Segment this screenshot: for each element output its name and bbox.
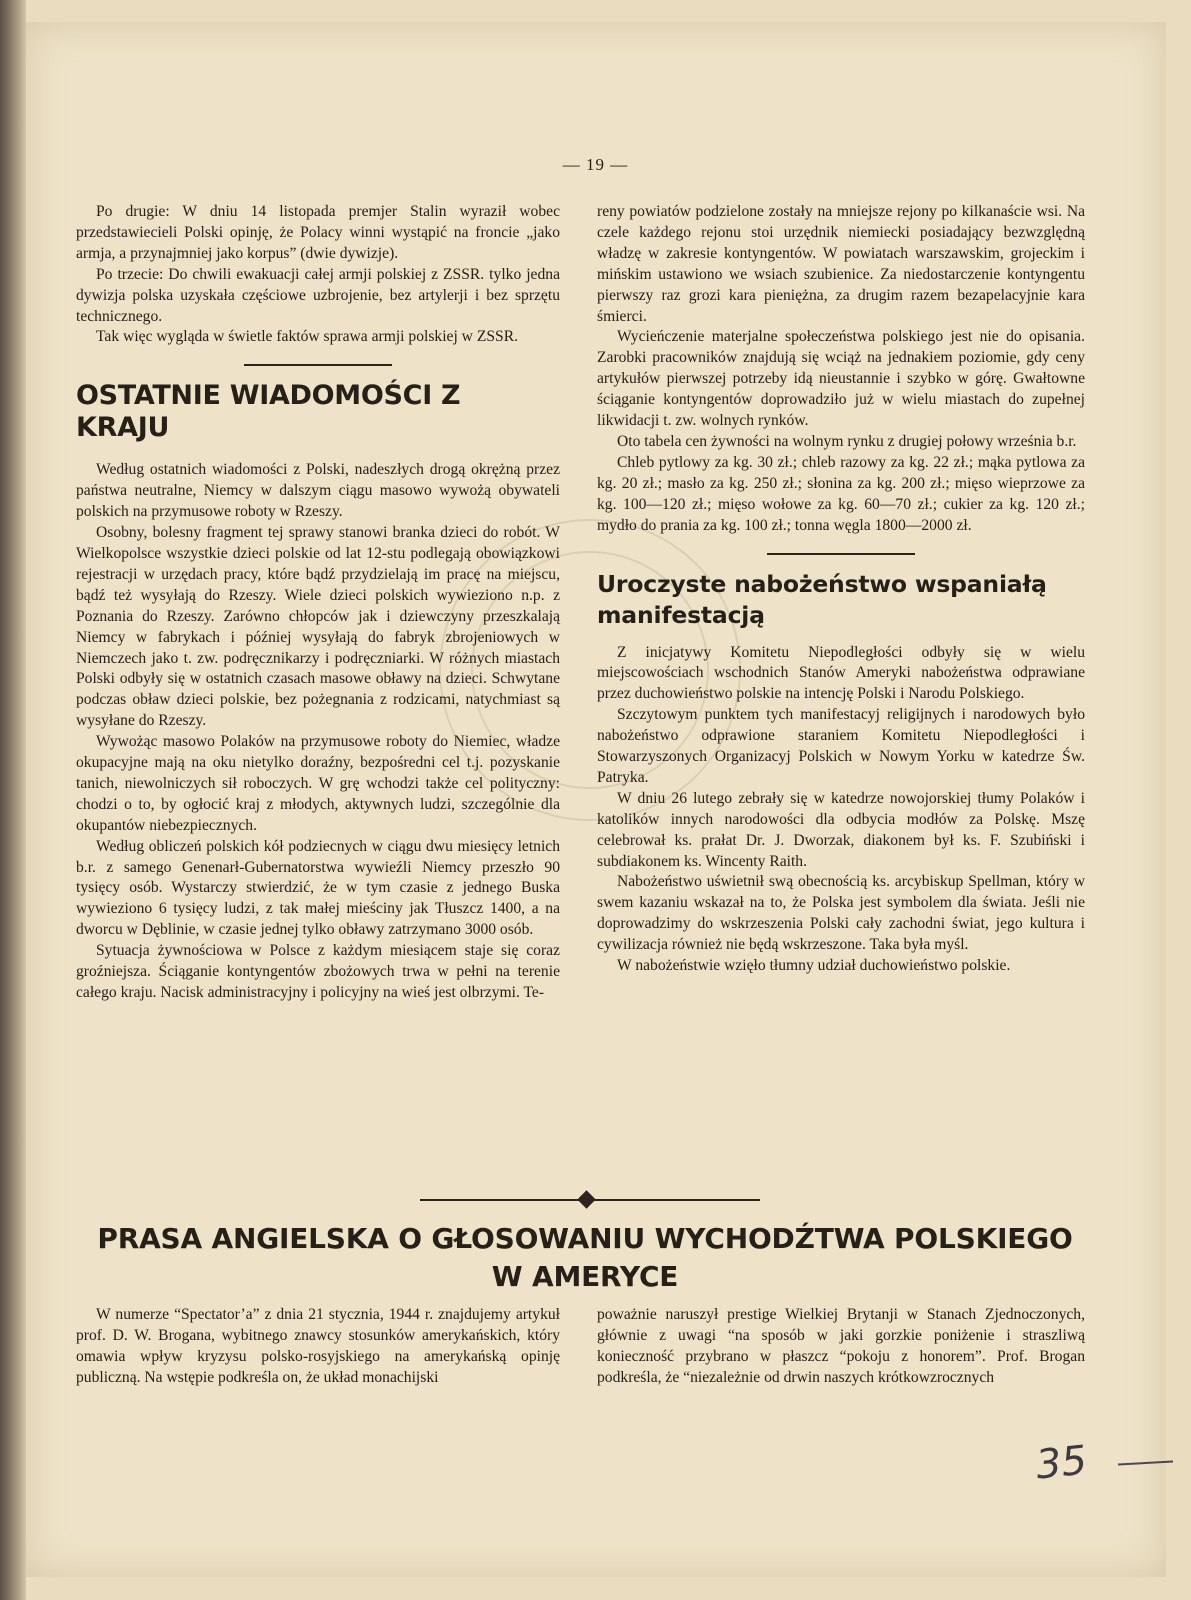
paragraph: poważnie naruszył prestige Wielkiej Brytanji w Stanach Zjednoczonych, głównie z uwagi “na sposób w jaki gorzkie poniżenie i straszliwą konieczność przybrano w płaszcz “pokoju z honorem”. Prof. Brogan podkreśla, że “niezależnie od drwin naszych krótkowzrocznych (597, 1306, 1085, 1386)
article-heading-line-2: W AMERYCE (491, 1260, 679, 1293)
paragraph: Nabożeństwo uświetnił swą obecnością ks. arcybiskup Spellman, który w swem kazaniu wskazał na to, że Polska jest symbolem dla świata. Jeśli nie doprowadzimy do wskrzeszenia Polski cały zachodni świat, jego kultura i cywilizacja również nie będą wskrzeszone. Taka była myśl. (597, 873, 1085, 954)
page-number: — 19 — (562, 155, 629, 174)
diamond-ornament-icon (577, 1190, 595, 1208)
paragraph: Tak więc wygląda w świetle faktów sprawa armji polskiej w ZSSR. (96, 328, 519, 346)
book-binding-shadow (0, 0, 26, 1600)
paragraph: W numerze “Spectator’a” z dnia 21 stycznia, 1944 r. znajdujemy artykuł prof. D. W. Brogana, wybitnego znawcy stosunków amerykańskich, który omawia wpływ kryzysu polsko-rosyjskiego na amerykańską opinję publiczną. Na wstępie podkreśla on, że układ monachijski (76, 1306, 560, 1386)
section-divider (767, 553, 915, 555)
handwritten-page-number: 35 (1033, 1437, 1090, 1489)
right-column (597, 202, 1085, 977)
paragraph: Według ostatnich wiadomości z Polski, nadeszłych drogą okrężną przez państwa neutralne, Niemcy w dalszym ciągu masowo wywożą obywateli polskich na przymusowe roboty w Rzeszy. (76, 461, 560, 521)
paragraph: W nabożeństwie wzięło tłumny udział duchowieństwo polskie. (617, 957, 1011, 975)
paragraph: W dniu 26 lutego zebrały się w katedrze nowojorskiej tłumy Polaków i katolików innych narodowości dla odbycia modłów za Polskę. Mszę celebrował ks. prałat Dr. J. Dworzak, diakonem był ks. F. Szubiński i subdiakonem ks. Wincenty Raith. (597, 789, 1085, 870)
bottom-right-column (597, 1305, 1085, 1389)
paragraph: Szczytowym punktem tych manifestacyj religijnych i narodowych było nabożeństwo odprawione staraniem Komitetu Niepodległości i Stowarzyszonych Organizacyj Polskich w Nowym Yorku w katedrze Św. Patryka. (597, 706, 1085, 786)
bottom-left-column (76, 1305, 560, 1389)
paragraph: Po trzecie: Do chwili ewakuacji całej armji polskiej z ZSSR. tylko jedna dywizja polska uzyskała częściowe uzbrojenie, bez artylerji i bez sprzętu technicznego. (76, 265, 560, 325)
paragraph: Osobny, bolesny fragment tej sprawy stanowi branka dzieci do robót. W Wielkopolsce wszystkie dzieci polskie od lat 12-stu podlegają obowiązkowi rejestracji w urzędach pracy, które bądź przydzielają im pracę na miejscu, bądź też wysyłają do Rzeszy. Wiele dzieci polskich wywieziono n.p. z Poznania do Rzeszy. Zarówno chłopców jak i dziewczyny przeszkalają Niemcy w fabrykach i później wysyłają do fabryk zbrojeniowych w Niemczech jako t. zw. podręcznikarzy i podręczniarki. W różnych miastach Polski odbyły się w ostatnich czasach masowe obławy na dzieci. Schwytane podczas obław dzieci polskie, bez pożegnania z rodzicami, natychmiast są wysyłane do Rzeszy. (76, 524, 560, 730)
price-list-paragraph: Chleb pytlowy za kg. 30 zł.; chleb razowy za kg. 22 zł.; mąka pytlowa za kg. 20 zł.; masło za kg. 250 zł.; słonina za kg. 200 zł.; mięso wieprzowe za kg. 100—120 zł.; mięso wołowe za kg. 60—70 zł.; cukier za kg. 120 zł.; mydło do prania za kg. 100 zł.; tonna węgla 1800—2000 zł. (597, 453, 1085, 534)
section-heading: Uroczyste nabożeństwo wspaniałą manifestacją (597, 569, 1047, 629)
paragraph: Oto tabela cen żywności na wolnym rynku z drugiej połowy września b.r. (617, 432, 1077, 450)
paragraph: Sytuacja żywnościowa w Polsce z każdym miesiącem staje się coraz groźniejsza. Ściąganie kontyngentów zbożowych trwa w pełni na terenie całego kraju. Nacisk administracyjny i policyjny na wieś jest olbrzymi. Te- (76, 942, 560, 1001)
paragraph: Po drugie: W dniu 14 listopada premjer Stalin wyraził wobec przedstawiecieli Polski opinję, że Polacy winni wystąpić na froncie „jako armja, a przynajmniej jako korpus” (dwie dywizje). (76, 203, 560, 262)
article-heading-line-1: PRASA ANGIELSKA O GŁOSOWANIU WYCHODŹTWA POLSKIEGO (97, 1222, 1073, 1255)
ornamental-divider (420, 1194, 760, 1206)
paragraph: Wywożąc masowo Polaków na przymusowe roboty do Niemiec, władze okupacyjne mają na oku nietylko doraźny, bezpośredni cel t.j. pozyskanie tanich, niewolniczych sił roboczych. W grę wchodzi także cel polityczny: chodzi o to, by ogłocić kraj z młodych, aktywnych ludzi, szczególnie dla okupantów niebezpiecznych. (76, 733, 560, 834)
left-column (76, 202, 560, 1004)
paragraph: Z inicjatywy Komitetu Niepodległości odbyły się w wielu miejscowościach wschodnich Stanów Ameryki nabożeństwa odprawiane przez duchowieństwo polskie na intencję Polski i Narodu Polskiego. (597, 643, 1085, 703)
paragraph: Wycieńczenie materjalne społeczeństwa polskiego jest nie do opisania. Zarobki pracowników znajdują się wciąż na jednakiem poziomie, gdy ceny artykułów pierwszej potrzeby idą nieustannie i szybko w górę. Gwałtowne ściąganie kontyngentów doprowadziło już w wielu miastach do zupełnej likwidacji t. zw. wolnych rynków. (597, 328, 1085, 430)
article-heading (70, 1220, 1100, 1296)
section-divider (244, 364, 392, 366)
section-heading: OSTATNIE WIADOMOŚCI Z KRAJU (76, 380, 461, 444)
paragraph: reny powiatów podzielone zostały na mniejsze rejony po kilkanaście wsi. Na czele każdego rejonu stoi urzędnik niemiecki posiadający bezwzględną władzę w zakresie kontyngentów. W powiatach warszawskim, grojeckim i mińskim ustawiono we wsiach szubienice. Za niedostarczenie kontyngentu pierwszy raz grozi kara pieniężna, za drugim razem bezapelacyjnie kara śmierci. (597, 203, 1085, 325)
paragraph: Według obliczeń polskich kół podziecnych w ciągu dwu miesięcy letnich b.r. z samego Genenarł-Gubernatorstwa wywieźli Niemcy przeszło 90 tysięcy osób. Wystarczy stwierdzić, że w tym czasie z jednego Buska wywieziono 6 tysięcy ludzi, z tak małej mieściny jak Tłuszcz 1400, a na dworcu w Dęblinie, w czasie jednej tylko obławy zatrzymano 3000 osób. (76, 837, 560, 939)
